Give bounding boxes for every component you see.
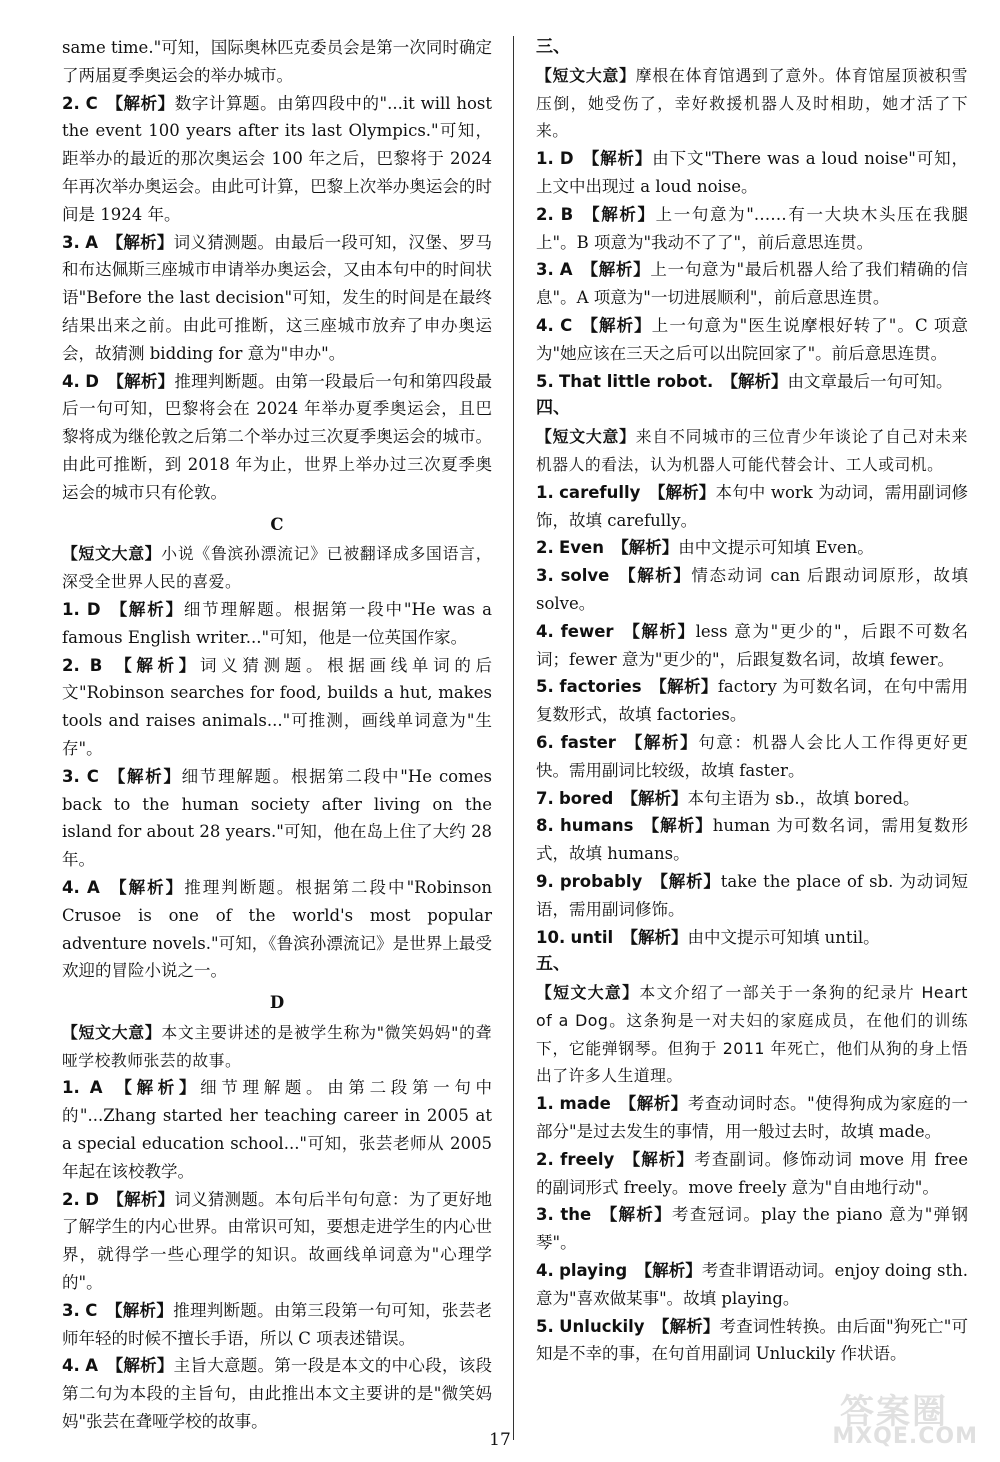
item-answer: bored [559, 788, 614, 808]
summary-tag: 【短文大意】 [536, 65, 636, 85]
item-tag: 【解析】 [107, 1189, 175, 1209]
item-tag: 【解析】 [110, 655, 200, 675]
section-d-items [62, 1074, 492, 1435]
item-number: 5. [536, 677, 554, 697]
item-tag: 【解析】 [624, 732, 699, 752]
section-3-summary [536, 62, 968, 145]
item-number: 4. [62, 371, 80, 391]
answer-item [62, 90, 492, 229]
item-explanation: 主旨大意题。第一段是本文的中心段，该段第二句为本段的主旨句，由此推出本文主要讲的是"微笑妈妈"张芸在聋哑学校的故事。 [62, 1356, 493, 1432]
answer-item [536, 1090, 968, 1146]
section-b-items [62, 90, 492, 507]
page-number: 17 [489, 1430, 511, 1450]
item-answer: A [87, 877, 100, 897]
answer-item [536, 368, 968, 396]
item-explanation: 由中文提示可知填 until。 [687, 927, 880, 947]
section-c-items [62, 596, 492, 985]
item-tag: 【解析】 [619, 1094, 688, 1114]
answer-item [62, 596, 492, 652]
summary-tag: 【短文大意】 [62, 544, 162, 564]
item-tag: 【解析】 [581, 204, 656, 224]
item-tag: 【解析】 [599, 1205, 673, 1225]
answer-item [62, 229, 492, 368]
item-answer: probably [559, 871, 643, 891]
item-answer: fewer [560, 621, 614, 641]
item-explanation: 推理判断题。由第三段第一句可知，张芸老师年轻的时候不擅长手语，所以 C 项表述错误。 [62, 1300, 493, 1348]
item-explanation: 细节理解题。根据第一段中"He was a famous English writer..."可知，他是一位英国作家。 [62, 599, 493, 647]
item-tag: 【解析】 [107, 766, 182, 786]
item-number: 9. [536, 871, 554, 891]
item-number: 1. [62, 1078, 80, 1098]
item-explanation: 由中文提示可知填 Even。 [678, 538, 874, 558]
item-explanation: 本句中 work 为动词，需用副词修饰，故填 carefully。 [536, 482, 968, 530]
item-tag: 【解析】 [641, 816, 713, 836]
item-explanation: 考查冠词。play the piano 意为"弹钢琴"。 [536, 1205, 968, 1253]
summary-text: 来自不同城市的三位青少年谈论了自己对未来机器人的看法，认为机器人可能代替会计、工人或司机。 [536, 427, 968, 474]
item-answer: A [85, 1356, 99, 1376]
section-3-title: 三、 [536, 37, 570, 57]
item-explanation: 上一句意为"……有一大块木头压在我腿上"。B 项意为"我动不了了"，前后意思连贯。 [536, 204, 969, 252]
item-number: 3. [536, 566, 554, 586]
item-tag: 【解析】 [106, 1356, 174, 1376]
answer-item [536, 1313, 968, 1369]
answer-item [536, 562, 968, 618]
item-explanation: 考查动词时态。"使得狗成为家庭的一部分"是过去发生的事情，用一般过去时，故填 made。 [536, 1094, 969, 1142]
item-number: 1. [62, 599, 80, 619]
item-explanation: human 为可数名词，需用复数形式，故填 humans。 [536, 816, 969, 864]
item-answer: Even [559, 538, 604, 558]
item-answer: C [86, 766, 99, 786]
item-explanation: 上一句意为"医生说摩根好转了"。C 项意为"她应该在三天之后可以出院回家了"。前后意思连贯。 [536, 315, 968, 363]
item-explanation: 考查非谓语动词。enjoy doing sth. 意为"喜欢做某事"。故填 playing。 [536, 1261, 968, 1308]
summary-tag: 【短文大意】 [536, 983, 640, 1003]
summary-tag: 【短文大意】 [62, 1022, 162, 1042]
answer-item [536, 201, 968, 257]
item-answer: That little robot. [559, 371, 714, 391]
item-explanation: take the place of sb. 为动词短语，需用副词修饰。 [536, 871, 968, 919]
item-number: 4. [536, 621, 554, 641]
item-number: 7. [536, 788, 554, 808]
item-number: 1. [536, 1094, 554, 1114]
answer-item [536, 1201, 968, 1257]
item-number: 3. [536, 260, 554, 280]
item-answer: C [85, 93, 98, 113]
item-explanation: 细节理解题。根据第二段中"He comes back to the human society after living on the island for about 28 years."可知，他在岛上住了大约 28 年。 [62, 766, 492, 870]
section-c-title: C [270, 514, 284, 534]
item-number: 2. [62, 655, 80, 675]
summary-text: 小说《鲁滨孙漂流记》已被翻译成多国语言，深受全世界人民的喜爱。 [62, 544, 492, 592]
item-answer: A [559, 260, 573, 280]
section-4-summary [536, 423, 968, 479]
answer-item [62, 874, 492, 985]
item-explanation: 由文章最后一句可知。 [787, 371, 953, 391]
item-answer: D [86, 599, 101, 619]
item-explanation: 词义猜测题。根据画线单词的后文"Robinson searches for food, builds a hut, makes tools and raises animals..."可推测，画线单词意为"生存"。 [62, 655, 493, 758]
section-5-items [536, 1090, 968, 1368]
item-explanation: 细节理解题。由第二段第一句中的"...Zhang started her teaching career in 2005 at a special education school..."可知，张芸老师从 2005 年起在该校教学。 [62, 1078, 493, 1181]
item-number: 1. [536, 149, 554, 169]
item-tag: 【解析】 [721, 371, 788, 391]
answer-item [536, 145, 968, 201]
item-answer: factories [559, 677, 642, 697]
item-explanation: 词义猜测题。本句后半句句意：为了更好地了解学生的内心世界。由常识可知，要想走进学生的内心世界，就得学一些心理学的知识。故画线单词意为"心理学的"。 [62, 1189, 493, 1293]
item-explanation: 情态动词 can 后跟动词原形，故填 solve。 [536, 566, 968, 613]
item-answer: D [85, 371, 99, 391]
item-tag: 【解析】 [652, 1316, 720, 1336]
item-answer: Unluckily [559, 1316, 645, 1336]
answer-item [536, 1257, 968, 1313]
item-answer: faster [560, 732, 616, 752]
summary-text: 本文主要讲述的是被学生称为"微笑妈妈"的聋哑学校教师张芸的故事。 [62, 1022, 492, 1070]
answer-item [62, 763, 492, 874]
item-answer: A [85, 232, 99, 252]
item-answer: playing [559, 1261, 628, 1281]
column-divider [513, 36, 514, 1440]
item-tag: 【解析】 [617, 566, 692, 586]
item-number: 2. [536, 204, 554, 224]
item-number: 6. [536, 732, 554, 752]
item-answer: B [560, 204, 574, 224]
item-number: 4. [62, 1356, 80, 1376]
item-answer: humans [560, 816, 634, 836]
item-number: 4. [62, 877, 80, 897]
item-tag: 【解析】 [621, 927, 688, 947]
answer-item [536, 785, 968, 813]
watermark-url: MXQE.COM [832, 1424, 978, 1449]
answer-item [536, 256, 968, 312]
answer-item [536, 618, 968, 674]
item-number: 10. [536, 927, 566, 947]
item-number: 2. [62, 1189, 80, 1209]
item-answer: the [560, 1205, 592, 1225]
item-number: 3. [62, 1300, 80, 1320]
item-number: 3. [536, 1205, 554, 1225]
item-explanation: 考查词性转换。由后面"狗死亡"可知是不幸的事，在句首用副词 Unluckily 作状语。 [536, 1316, 969, 1364]
answer-item [536, 1146, 968, 1202]
item-number: 2. [536, 538, 554, 558]
section-d-summary [62, 1019, 492, 1075]
item-tag: 【解析】 [581, 149, 653, 169]
item-answer: B [89, 655, 103, 675]
item-tag: 【解析】 [107, 371, 175, 391]
item-answer: freely [560, 1149, 615, 1169]
section-3-items [536, 145, 968, 395]
item-explanation: 推理判断题。根据第二段中"Robinson Crusoe is one of the world's most popular adventure novels."可知，《鲁滨孙漂流记》是世界上最受欢迎的冒险小说之一。 [62, 877, 493, 981]
item-tag: 【解析】 [580, 315, 652, 335]
item-number: 8. [536, 816, 554, 836]
watermark-text: 答案圈 [840, 1392, 948, 1432]
section-5-summary [536, 979, 968, 1090]
item-explanation: 推理判断题。由第一段最后一句和第四段最后一句可知，巴黎将会在 2024 年举办夏季奥运会，且巴黎将成为继伦敦之后第二个举办过三次夏季奥运会的城市。由此可推断，到 2018 年为止，世界上举办过三次夏季奥运会的城市只有伦敦。 [62, 371, 493, 502]
answer-item [62, 652, 492, 763]
item-number: 2. [536, 1149, 554, 1169]
answer-item [536, 924, 968, 952]
answer-item [62, 1297, 492, 1353]
item-explanation: 数字计算题。由第四段中的"...it will host the event 100 years after its last Olympics."可知，距举办的最近的那次奥运会 100 年之后，巴黎将于 2024 年再次举办奥运会。由此可计算，巴黎上次举办奥运会的时间是 1924 年。 [62, 93, 492, 224]
answer-item [62, 368, 492, 507]
intro-paragraph: same time."可知，国际奥林匹克委员会是第一次同时确定了两届夏季奥运会的举办城市。 [62, 38, 492, 85]
item-number: 4. [536, 1261, 554, 1281]
item-tag: 【解析】 [649, 677, 718, 697]
item-answer: carefully [559, 482, 641, 502]
item-tag: 【解析】 [622, 1149, 695, 1169]
section-c-summary [62, 540, 492, 596]
item-number: 1. [536, 482, 554, 502]
answer-item [536, 868, 968, 924]
summary-text: 摩根在体育馆遇到了意外。体育馆屋顶被积雪压倒，她受伤了，幸好救援机器人及时相助，她才活了下来。 [536, 65, 968, 141]
item-tag: 【解析】 [105, 93, 175, 113]
item-answer: D [85, 1189, 99, 1209]
answer-item [536, 729, 968, 785]
item-number: 3. [62, 766, 80, 786]
item-answer: solve [560, 566, 610, 586]
answer-item [536, 312, 968, 368]
item-number: 5. [536, 1316, 554, 1336]
item-explanation: less 意为"更少的"，后跟不可数名词；fewer 意为"更少的"，后跟复数名词，故填 fewer。 [536, 621, 969, 669]
answer-item [62, 1074, 492, 1185]
item-tag: 【解析】 [621, 621, 696, 641]
item-number: 4. [536, 315, 554, 335]
answer-item [536, 534, 968, 562]
item-explanation: factory 为可数名词，在句中需用复数形式，故填 factories。 [536, 677, 968, 725]
item-tag: 【解析】 [580, 260, 651, 280]
item-tag: 【解析】 [612, 538, 679, 558]
item-explanation: 由下文"There was a loud noise"可知，上文中出现过 a loud noise。 [536, 149, 969, 196]
answer-item [536, 479, 968, 535]
item-explanation: 句意：机器人会比人工作得更好更快。需用副词比较级，故填 faster。 [536, 732, 969, 780]
section-d-title: D [269, 993, 285, 1013]
item-tag: 【解析】 [108, 877, 185, 897]
item-explanation: 词义猜测题。由最后一段可知，汉堡、罗马和布达佩斯三座城市申请举办奥运会，又由本句中的时间状语"Before the last decision"可知，发生的时间是在最终结果出来之前。由此可推断，这三座城市放弃了申办奥运会，故猜测 bidding for 意为"申办"。 [62, 232, 493, 363]
item-tag: 【解析】 [105, 1300, 174, 1320]
answer-item [536, 673, 968, 729]
answer-item [62, 1186, 492, 1297]
item-number: 5. [536, 371, 554, 391]
summary-tag: 【短文大意】 [536, 427, 636, 447]
right-column [536, 34, 968, 1368]
item-answer: D [559, 149, 574, 169]
item-answer: C [85, 1300, 98, 1320]
item-answer: C [560, 315, 573, 335]
item-tag: 【解析】 [106, 232, 174, 252]
item-explanation: 上一句意为"最后机器人给了我们精确的信息"。A 项意为"一切进展顺利"，前后意思连贯。 [536, 260, 969, 308]
summary-text: 本文介绍了一部关于一条狗的纪录片 Heart of a Dog。这条狗是一对夫妇的家庭成员，在他们的训练下，它能弹钢琴。但狗于 2011 年死亡，他们从狗的身上悟出了许多人生道理。 [536, 983, 968, 1086]
answer-item [62, 1352, 492, 1435]
item-tag: 【解析】 [621, 788, 688, 808]
section-5-title: 五、 [536, 954, 570, 975]
item-tag: 【解析】 [635, 1261, 702, 1281]
watermark-logo [786, 1384, 986, 1454]
item-number: 2. [62, 93, 80, 113]
item-tag: 【解析】 [648, 482, 716, 502]
item-answer: until [570, 927, 614, 947]
item-explanation: 本句主语为 sb.，故填 bored。 [687, 788, 920, 808]
section-4-title: 四、 [536, 398, 570, 419]
left-column [62, 34, 492, 1436]
item-answer: A [89, 1078, 103, 1098]
section-4-items [536, 479, 968, 952]
item-answer: made [559, 1094, 611, 1114]
answer-item [536, 812, 968, 868]
item-tag: 【解析】 [110, 1078, 201, 1098]
item-tag: 【解析】 [650, 871, 721, 891]
item-number: 3. [62, 232, 80, 252]
item-explanation: 考查副词。修饰动词 move 用 free 的副词形式 freely。move freely 意为"自由地行动"。 [536, 1149, 968, 1197]
item-tag: 【解析】 [108, 599, 184, 619]
